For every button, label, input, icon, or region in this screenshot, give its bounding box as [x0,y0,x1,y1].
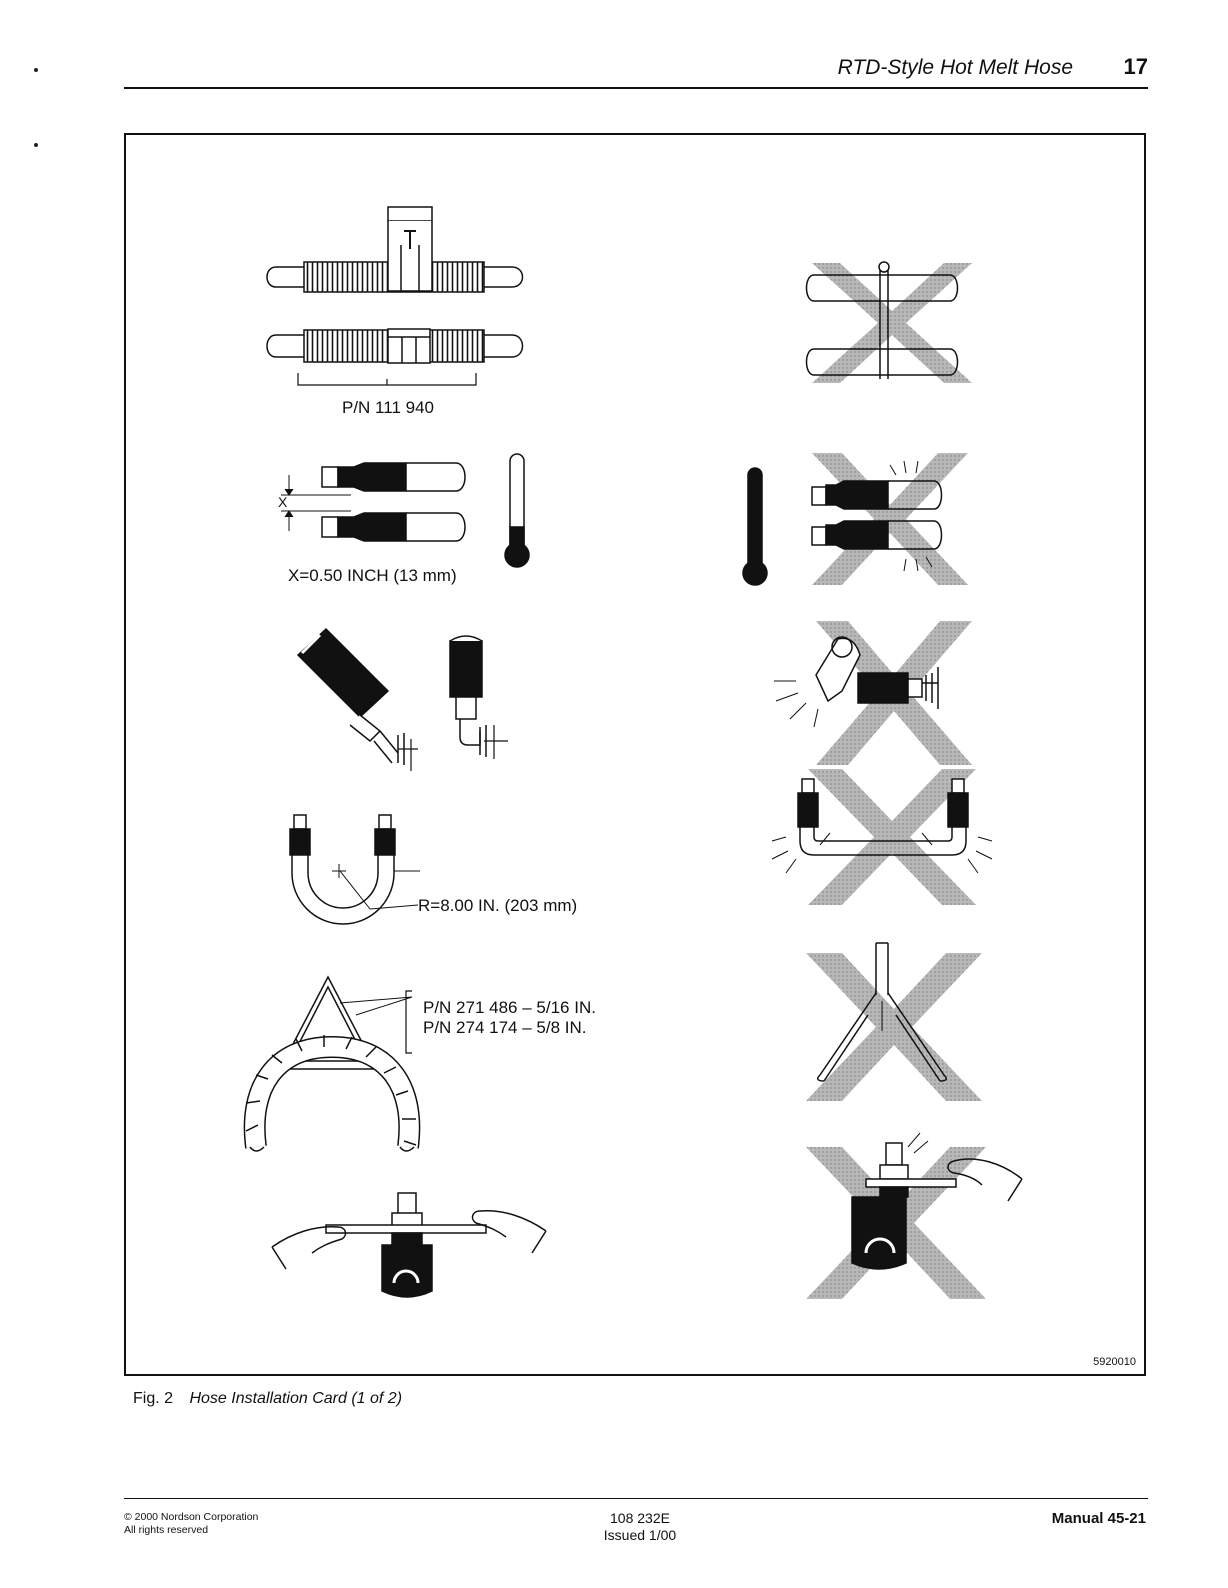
bend-radius-label: R=8.00 IN. (203 mm) [418,896,578,915]
incorrect-support-illustration [806,943,982,1101]
footer-copyright: © 2000 Nordson Corporation [124,1511,259,1523]
figure-frame [124,133,1146,1376]
footer-issued: Issued 1/00 [603,1527,677,1543]
bend-radius-illustration [290,815,420,924]
footer-manual: Manual 45-21 [1051,1510,1146,1527]
footer-part-block [560,1510,720,1544]
support-part-number-1: P/N 271 486 – 5/16 IN. [423,998,596,1017]
incorrect-heat-illustration [743,453,968,585]
incorrect-clamp-illustration [807,262,973,383]
two-wrench-illustration [272,1193,546,1297]
incorrect-kink-illustration [774,621,972,765]
margin-dot [34,68,38,72]
header-title: RTD-Style Hot Melt Hose [837,56,1073,79]
hose-installation-figure [126,135,1144,1374]
clamp-part-number: P/N 111 940 [342,398,434,417]
clamp-illustration [267,207,523,385]
margin-dot [34,143,38,147]
footer-rights: All rights reserved [124,1524,209,1536]
figure-id: 5920010 [1093,1356,1136,1368]
footer-rule [124,1498,1148,1499]
figure-caption [133,1390,402,1408]
caption-number: Fig. 2 [133,1390,174,1407]
page-number: 17 [1123,54,1148,79]
support-part-number-2: P/N 274 174 – 5/8 IN. [423,1018,587,1037]
footer-copyright-block [124,1511,258,1537]
spacing-dimension-label: X=0.50 INCH (13 mm) [288,566,457,585]
caption-text: Hose Installation Card (1 of 2) [189,1390,403,1407]
header-rule [124,87,1148,89]
footer-part-number: 108 232E [610,1510,670,1526]
incorrect-single-wrench-illustration [806,1133,1022,1299]
hose-support-illustration [246,977,416,1151]
spacing-illustration [281,454,529,567]
incorrect-tight-bend-illustration [772,769,992,905]
spacing-x-mark: X [278,494,288,510]
fitting-illustration [298,629,508,771]
